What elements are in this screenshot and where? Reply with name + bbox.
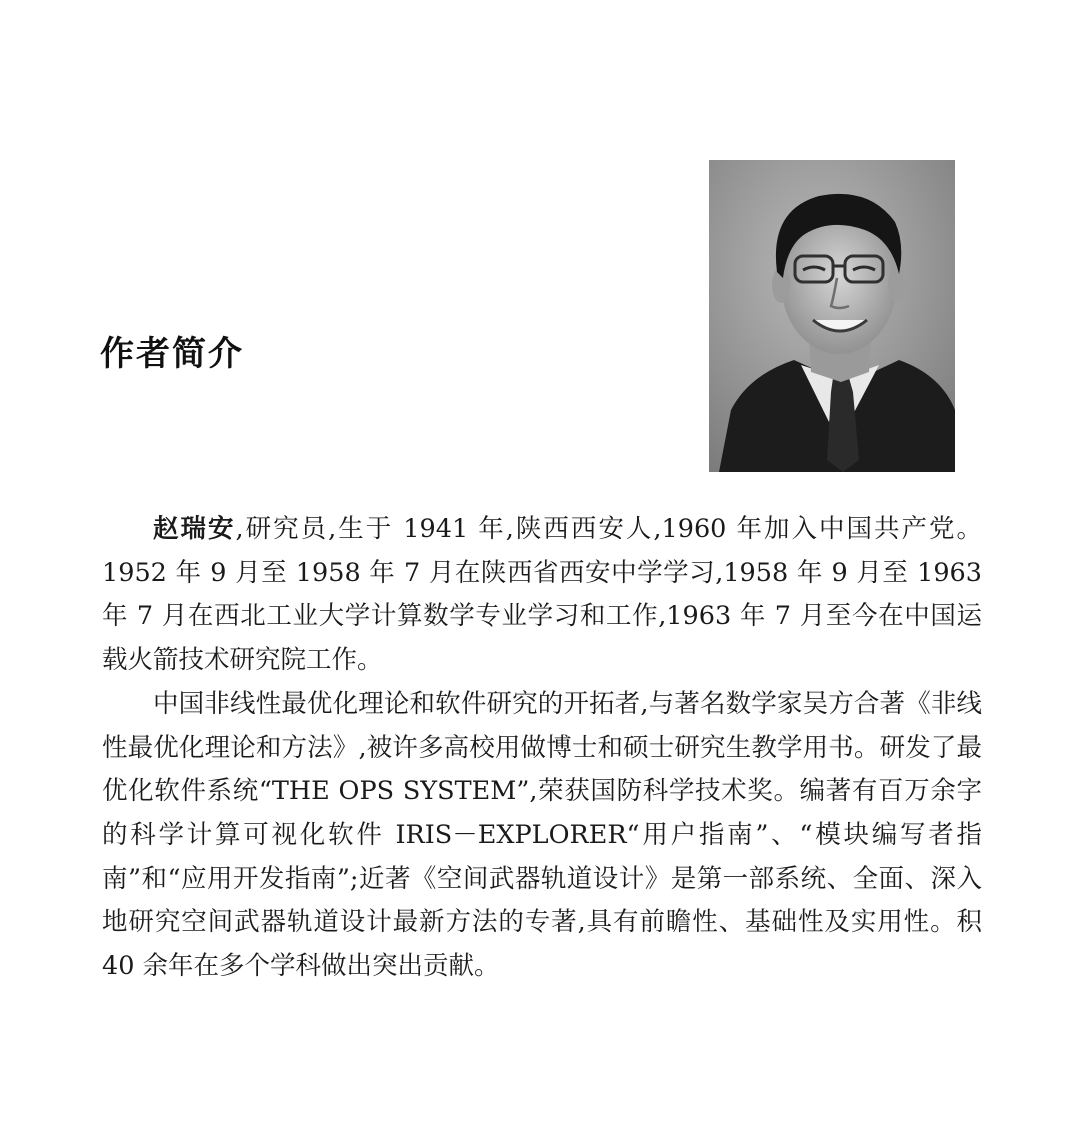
- bio-paragraph-1-text: ,研究员,生于 1941 年,陕西西安人,1960 年加入中国共产党。1952 年 9 月至 1958 年 7 月在陕西省西安中学学习,1958 年 9 月至 1963 年 7 月在西北工业大学计算数学专业学习和工作,1963 年 7 月至今在中国运载火箭技术研究院工作。: [102, 514, 982, 676]
- bio-paragraph-1: [102, 508, 982, 683]
- bio-paragraph-2: 中国非线性最优化理论和软件研究的开拓者,与著名数学家吴方合著《非线性最优化理论和方法》,被许多高校用做博士和硕士研究生教学用书。研发了最优化软件系统“THE OPS SYSTEM”,荣获国防科学技术奖。编著有百万余字的科学计算可视化软件 IRIS－EXPLORER“用户指南”、“模块编写者指南”和“应用开发指南”;近著《空间武器轨道设计》是第一部系统、全面、深入地研究空间武器轨道设计最新方法的专著,具有前瞻性、基础性及实用性。积 40 余年在多个学科做出突出贡献。: [102, 688, 982, 982]
- author-photo: [709, 160, 955, 472]
- author-bio: [102, 508, 982, 989]
- author-portrait-illustration: [709, 160, 955, 472]
- page-title: 作者简介: [100, 334, 244, 374]
- author-name: 赵瑞安: [153, 514, 236, 544]
